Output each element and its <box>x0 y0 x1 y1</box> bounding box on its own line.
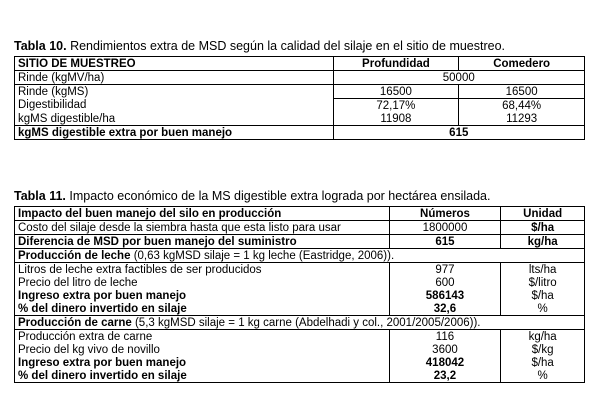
row-value: 116 <box>389 330 501 344</box>
table10-caption-label: Tabla 10. <box>14 39 67 53</box>
table-row <box>15 221 585 235</box>
row-value-comedero: 16500 <box>459 85 585 99</box>
table11-caption <box>14 189 490 204</box>
table10-caption <box>14 39 505 54</box>
table-row <box>15 369 585 383</box>
table11-caption-label: Tabla 11. <box>14 189 66 203</box>
row-value-profundidad: 72,17% <box>333 99 459 113</box>
row-value-comedero: 11293 <box>459 112 585 126</box>
table11-header-numeros: Números <box>389 207 501 221</box>
row-unit: % <box>501 302 585 316</box>
section-carne <box>15 316 585 330</box>
table10-header-comedero: Comedero <box>459 57 585 71</box>
row-label: Costo del silaje desde la siembra hasta que esta listo para usar <box>15 221 390 235</box>
table11 <box>14 206 585 383</box>
footer-value: 615 <box>333 126 584 140</box>
row-label: Ingreso extra por buen manejo <box>15 356 390 369</box>
row-label: Ingreso extra por buen manejo <box>15 289 390 302</box>
table-row <box>15 289 585 302</box>
row-unit: kg/ha <box>501 330 585 344</box>
row-value: 1800000 <box>389 221 501 235</box>
row-merged-value: 50000 <box>333 71 584 85</box>
table-row <box>15 263 585 277</box>
table11-header-row <box>15 207 585 221</box>
row-unit: $/ha <box>501 221 585 235</box>
table-row <box>15 99 585 113</box>
section-note: (0,63 kgMSD silaje = 1 kg leche (Eastridge, 2006)). <box>133 249 395 262</box>
section-title: Producción de leche <box>18 249 131 262</box>
section-row-carne <box>15 316 585 330</box>
row-value: 23,2 <box>389 369 501 383</box>
section-leche <box>15 249 585 263</box>
table-row <box>15 302 585 316</box>
section-title: Producción de carne <box>18 316 132 329</box>
row-unit: lts/ha <box>501 263 585 277</box>
row-unit: $/litro <box>501 276 585 289</box>
table-row <box>15 276 585 289</box>
section-row-leche <box>15 249 585 263</box>
table-row <box>15 112 585 126</box>
table11-header-unidad: Unidad <box>501 207 585 221</box>
row-label: Digestibilidad <box>15 99 334 113</box>
row-unit: $/ha <box>501 356 585 369</box>
row-value: 32,6 <box>389 302 501 316</box>
row-value: 586143 <box>389 289 501 302</box>
table-row <box>15 85 585 99</box>
row-unit: kg/ha <box>501 235 585 249</box>
table10-header-site: SITIO DE MUESTREO <box>15 57 334 71</box>
table11-header-impacto: Impacto del buen manejo del silo en producción <box>15 207 390 221</box>
table11-caption-text: Impacto económico de la MS digestible extra lograda por hectárea ensilada. <box>69 189 491 203</box>
table10-header-row <box>15 57 585 71</box>
table-row <box>15 71 585 85</box>
row-value-profundidad: 11908 <box>333 112 459 126</box>
row-value: 615 <box>389 235 501 249</box>
row-label: Rinde (kgMS) <box>15 85 334 99</box>
table10-caption-text: Rendimientos extra de MSD según la calidad del silaje en el sitio de muestreo. <box>70 39 506 53</box>
row-value-comedero: 68,44% <box>459 99 585 113</box>
table10-header-profundidad: Profundidad <box>333 57 459 71</box>
row-value: 418042 <box>389 356 501 369</box>
row-label: Precio del litro de leche <box>15 276 390 289</box>
table10-footer-row <box>15 126 585 140</box>
row-value-profundidad: 16500 <box>333 85 459 99</box>
row-unit: $/kg <box>501 343 585 356</box>
row-unit: % <box>501 369 585 383</box>
row-label: Litros de leche extra factibles de ser producidos <box>15 263 390 277</box>
table-row <box>15 235 585 249</box>
row-label: Precio del kg vivo de novillo <box>15 343 390 356</box>
row-label: Diferencia de MSD por buen manejo del suministro <box>15 235 390 249</box>
table10 <box>14 56 585 140</box>
row-label: % del dinero invertido en silaje <box>15 369 390 383</box>
row-label: kgMS digestible/ha <box>15 112 334 126</box>
table-row <box>15 356 585 369</box>
row-label: Producción extra de carne <box>15 330 390 344</box>
row-label: Rinde (kgMV/ha) <box>15 71 334 85</box>
table-row <box>15 330 585 344</box>
row-value: 3600 <box>389 343 501 356</box>
row-label: % del dinero invertido en silaje <box>15 302 390 316</box>
table-row <box>15 343 585 356</box>
footer-label: kgMS digestible extra por buen manejo <box>15 126 334 140</box>
row-value: 977 <box>389 263 501 277</box>
row-value: 600 <box>389 276 501 289</box>
section-note: (5,3 kgMSD silaje = 1 kg carne (Abdelhadi y col., 2001/2005/2006)). <box>134 316 481 329</box>
row-unit: $/ha <box>501 289 585 302</box>
